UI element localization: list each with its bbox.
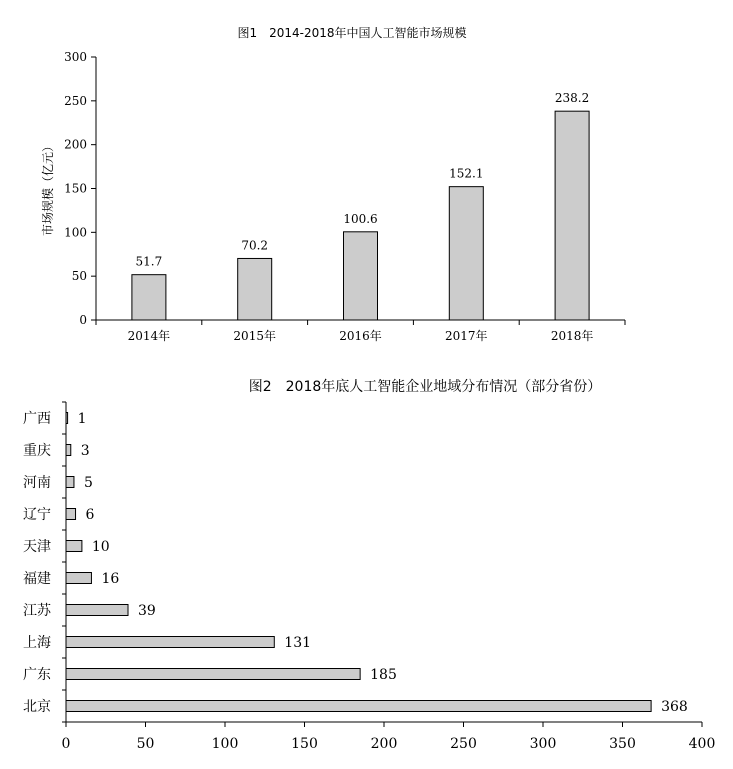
chart1-category-label: 2018年 <box>550 329 594 343</box>
chart2-category-label: 重庆 <box>23 443 51 459</box>
chart2-category-label: 北京 <box>23 699 51 715</box>
chart1-category-label: 2017年 <box>445 329 488 343</box>
chart2-bar <box>66 413 68 424</box>
chart2-category-label: 上海 <box>23 635 51 651</box>
chart2-category-label: 福建 <box>23 571 51 587</box>
chart2-value-label: 1 <box>77 411 87 427</box>
chart2-bar <box>66 509 76 520</box>
chart1-ytick-label: 300 <box>64 50 87 64</box>
chart2-bar <box>66 669 360 680</box>
chart2-bar <box>66 541 82 552</box>
chart1-ytick-label: 0 <box>79 313 87 327</box>
chart2-category-label: 江苏 <box>23 603 51 619</box>
chart1-category-label: 2015年 <box>233 329 276 343</box>
chart1-bar <box>555 111 589 320</box>
chart2-bar <box>66 445 71 456</box>
chart2-value-label: 39 <box>138 603 156 619</box>
chart2-bar <box>66 637 274 648</box>
chart1-category-label: 2016年 <box>339 329 382 343</box>
chart2-xtick-label: 200 <box>370 736 398 752</box>
chart1-category-label: 2014年 <box>127 329 171 343</box>
chart2-bar <box>66 573 91 584</box>
chart2-xtick-label: 350 <box>609 736 636 752</box>
chart1-bar <box>238 258 272 320</box>
chart1-ytick-label: 200 <box>64 137 87 152</box>
chart2-value-label: 5 <box>83 475 93 491</box>
chart1-bar <box>132 275 166 320</box>
chart2-xtick-label: 150 <box>291 736 318 752</box>
chart1-value-label: 152.1 <box>449 166 484 181</box>
chart1-value-label: 100.6 <box>343 211 378 226</box>
chart2-xtick-label: 50 <box>136 736 155 752</box>
chart2-xtick-label: 300 <box>529 736 557 752</box>
chart1-bar <box>449 187 483 320</box>
chart1-value-label: 51.7 <box>135 254 163 269</box>
chart2-title: 图2 2018年底人工智能企业地域分布情况（部分省份） <box>248 379 602 395</box>
chart2-category-label: 河南 <box>23 475 51 491</box>
chart2-bar <box>66 605 128 616</box>
chart2-value-label: 368 <box>661 699 688 715</box>
chart1 <box>40 25 625 343</box>
chart2-value-label: 185 <box>370 667 397 683</box>
chart2-category-label: 广东 <box>23 667 51 683</box>
chart1-title: 图1 2014-2018年中国人工智能市场规模 <box>237 26 467 40</box>
chart2-bar <box>66 701 651 712</box>
chart1-value-label: 238.2 <box>554 91 590 106</box>
chart1-ytick-label: 100 <box>64 225 87 240</box>
chart1-ytick-label: 150 <box>64 181 87 196</box>
chart2-category-label: 广西 <box>23 411 51 427</box>
chart2-value-label: 10 <box>91 539 110 555</box>
chart1-ytick-label: 250 <box>64 93 87 108</box>
chart2-value-label: 131 <box>284 635 312 651</box>
chart2-value-label: 3 <box>80 443 90 459</box>
chart1-bar <box>344 232 378 320</box>
chart1-value-label: 70.2 <box>241 238 269 253</box>
chart2-xtick-label: 0 <box>61 736 71 752</box>
chart1-ylabel: 市场规模（亿元） <box>41 139 55 237</box>
chart2-xtick-label: 250 <box>450 736 477 752</box>
chart2-bar <box>66 477 74 488</box>
chart2-xtick-label: 100 <box>211 736 239 752</box>
chart1-ytick-label: 50 <box>71 269 87 284</box>
chart2 <box>23 378 715 752</box>
chart2-value-label: 6 <box>85 507 95 523</box>
chart2-category-label: 辽宁 <box>23 507 51 523</box>
chart2-value-label: 16 <box>101 571 120 587</box>
chart2-category-label: 天津 <box>23 539 51 555</box>
chart2-xtick-label: 400 <box>688 736 716 752</box>
